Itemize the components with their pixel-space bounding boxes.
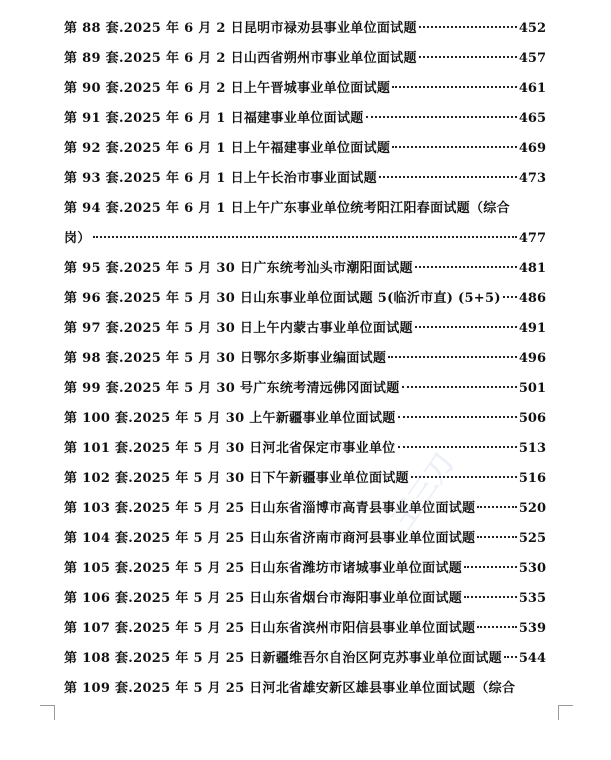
dot-leader bbox=[477, 626, 516, 628]
toc-entry[interactable] bbox=[64, 14, 546, 44]
dot-leader bbox=[398, 416, 517, 418]
toc-entry-title: 第 105 套.2025 年 5 月 25 日山东省潍坊市诸城事业单位面试题 bbox=[64, 561, 463, 576]
toc-entry-title: 第 89 套.2025 年 6 月 2 日山西省朔州市事业单位面试题 bbox=[64, 51, 417, 66]
toc-page-number: 506 bbox=[518, 411, 546, 426]
dot-leader bbox=[398, 446, 517, 448]
toc-entry-title: 第 103 套.2025 年 5 月 25 日山东省淄博市高青县事业单位面试题 bbox=[64, 501, 476, 516]
dot-leader bbox=[477, 536, 516, 538]
toc-entry-title: 第 99 套.2025 年 5 月 30 号广东统考清远佛冈面试题 bbox=[64, 381, 400, 396]
dot-leader bbox=[388, 356, 517, 358]
toc-page-number: 516 bbox=[518, 471, 546, 486]
toc-page-number: 473 bbox=[518, 171, 546, 186]
toc-entry-continuation[interactable] bbox=[64, 224, 546, 254]
toc-entry[interactable] bbox=[64, 104, 546, 134]
table-of-contents bbox=[64, 14, 546, 704]
dot-leader bbox=[464, 566, 517, 568]
toc-page-number: 452 bbox=[518, 21, 546, 36]
toc-entry-title: 第 108 套.2025 年 5 月 25 日新疆维吾尔自治区阿克苏事业单位面试题 bbox=[64, 651, 502, 666]
toc-entry-title: 第 107 套.2025 年 5 月 25 日山东省滨州市阳信县事业单位面试题 bbox=[64, 621, 476, 636]
dot-leader bbox=[419, 56, 517, 58]
toc-entry-title: 第 98 套.2025 年 5 月 30 日鄂尔多斯事业编面试题 bbox=[64, 351, 387, 366]
toc-entry-title: 第 106 套.2025 年 5 月 25 日山东省烟台市海阳事业单位面试题 bbox=[64, 591, 463, 606]
toc-entry-title: 第 90 套.2025 年 6 月 2 日上午晋城事业单位面试题 bbox=[64, 81, 391, 96]
toc-entry[interactable] bbox=[64, 464, 546, 494]
toc-entry-title: 第 102 套.2025 年 5 月 30 日下午新疆事业单位面试题 bbox=[64, 471, 409, 486]
toc-entry[interactable] bbox=[64, 494, 546, 524]
toc-entry-title: 第 109 套.2025 年 5 月 25 日河北省雄安新区雄县事业单位面试题（综合 bbox=[64, 681, 516, 696]
dot-leader bbox=[392, 146, 517, 148]
corner-crop-mark-left bbox=[40, 705, 55, 720]
toc-page-number: 496 bbox=[518, 351, 546, 366]
toc-page-number: 486 bbox=[518, 291, 546, 306]
toc-page-number: 539 bbox=[518, 621, 546, 636]
toc-page-number: 491 bbox=[518, 321, 546, 336]
toc-entry[interactable] bbox=[64, 434, 546, 464]
toc-entry-title: 第 96 套.2025 年 5 月 30 日山东事业单位面试题 5(临沂市直) (5+5) bbox=[64, 291, 501, 306]
dot-leader bbox=[402, 386, 517, 388]
toc-entry[interactable] bbox=[64, 614, 546, 644]
toc-entry-title: 第 95 套.2025 年 5 月 30 日广东统考汕头市潮阳面试题 bbox=[64, 261, 413, 276]
toc-page-number: 501 bbox=[518, 381, 546, 396]
dot-leader bbox=[503, 296, 517, 298]
dot-leader bbox=[415, 266, 517, 268]
toc-entry[interactable] bbox=[64, 674, 546, 704]
toc-entry-title: 第 101 套.2025 年 5 月 30 日河北省保定市事业单位 bbox=[64, 441, 396, 456]
toc-entry[interactable] bbox=[64, 254, 546, 284]
toc-entry[interactable] bbox=[64, 194, 546, 224]
dot-leader bbox=[93, 236, 517, 238]
toc-page-number: 525 bbox=[518, 531, 546, 546]
toc-entry[interactable] bbox=[64, 404, 546, 434]
toc-entry-title: 第 91 套.2025 年 6 月 1 日福建事业单位面试题 bbox=[64, 111, 364, 126]
toc-page-number: 544 bbox=[518, 651, 546, 666]
toc-entry[interactable] bbox=[64, 44, 546, 74]
dot-leader bbox=[419, 26, 517, 28]
toc-page-number: 469 bbox=[518, 141, 546, 156]
toc-entry-title: 第 88 套.2025 年 6 月 2 日昆明市禄劝县事业单位面试题 bbox=[64, 21, 417, 36]
toc-entry-title: 第 100 套.2025 年 5 月 30 上午新疆事业单位面试题 bbox=[64, 411, 396, 426]
dot-leader bbox=[366, 116, 517, 118]
toc-page-number: 530 bbox=[518, 561, 546, 576]
toc-entry-title: 第 92 套.2025 年 6 月 1 日上午福建事业单位面试题 bbox=[64, 141, 391, 156]
dot-leader bbox=[477, 506, 516, 508]
toc-entry[interactable] bbox=[64, 554, 546, 584]
toc-page-number: 457 bbox=[518, 51, 546, 66]
toc-entry[interactable] bbox=[64, 524, 546, 554]
toc-entry[interactable] bbox=[64, 314, 546, 344]
toc-entry[interactable] bbox=[64, 284, 546, 314]
toc-page-number: 477 bbox=[518, 231, 546, 246]
toc-page-number: 465 bbox=[518, 111, 546, 126]
toc-entry-title: 第 104 套.2025 年 5 月 25 日山东省济南市商河县事业单位面试题 bbox=[64, 531, 476, 546]
toc-entry[interactable] bbox=[64, 344, 546, 374]
toc-entry[interactable] bbox=[64, 164, 546, 194]
toc-page-number: 481 bbox=[518, 261, 546, 276]
dot-leader bbox=[504, 656, 517, 658]
toc-entry[interactable] bbox=[64, 644, 546, 674]
toc-page-number: 513 bbox=[518, 441, 546, 456]
toc-page-number: 520 bbox=[518, 501, 546, 516]
toc-entry-title: 第 94 套.2025 年 6 月 1 日上午广东事业单位统考阳江阳春面试题（综合 bbox=[64, 201, 510, 216]
toc-entry-title: 第 93 套.2025 年 6 月 1 日上午长治市事业面试题 bbox=[64, 171, 377, 186]
toc-entry[interactable] bbox=[64, 134, 546, 164]
toc-page-number: 535 bbox=[518, 591, 546, 606]
toc-entry[interactable] bbox=[64, 374, 546, 404]
dot-leader bbox=[392, 86, 517, 88]
dot-leader bbox=[464, 596, 517, 598]
toc-entry[interactable] bbox=[64, 584, 546, 614]
dot-leader bbox=[415, 326, 517, 328]
corner-crop-mark-right bbox=[558, 705, 573, 720]
toc-page-number: 461 bbox=[518, 81, 546, 96]
dot-leader bbox=[411, 476, 517, 478]
toc-entry[interactable] bbox=[64, 74, 546, 104]
toc-entry-title-continuation: 岗） bbox=[64, 231, 91, 246]
dot-leader bbox=[379, 176, 517, 178]
watermark: 王三刀 bbox=[385, 446, 461, 535]
toc-entry-title: 第 97 套.2025 年 5 月 30 日上午内蒙古事业单位面试题 bbox=[64, 321, 413, 336]
